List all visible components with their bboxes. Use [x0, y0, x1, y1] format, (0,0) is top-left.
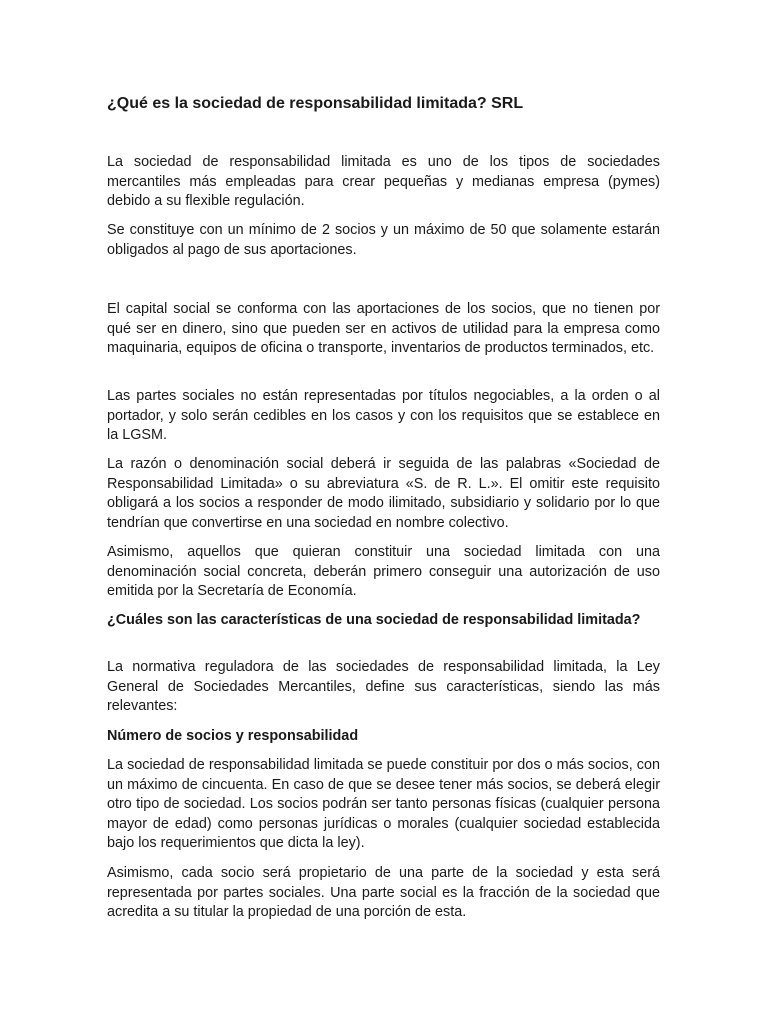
document-title: ¿Qué es la sociedad de responsabilidad limitada? SRL — [107, 95, 524, 112]
paragraph-constitucion-socios: La sociedad de responsabilidad limitada se puede constituir por dos o más socios, con un máximo de cincuenta. En caso de que se desee tener más socios, se deberá elegir otro tipo de sociedad. Los socios podrán ser tanto personas físicas (cualquier persona mayor de edad) como personas jurídicas o morales (cualquier sociedad establecida bajo los requerimientos que dicta la ley). — [107, 757, 660, 852]
paragraph-socios-minimo: Se constituye con un mínimo de 2 socios y un máximo de 50 que solamente estarán obligados al pago de sus aportaciones. — [107, 222, 660, 258]
paragraph-capital-social: El capital social se conforma con las aportaciones de los socios, que no tienen por qué ser en dinero, sino que pueden ser en activos de utilidad para la empresa como maquinaria, equipos de oficina o transporte, inventarios de productos terminados, etc. — [107, 301, 660, 357]
subsection-heading-numero-socios: Número de socios y responsabilidad — [107, 728, 359, 744]
paragraph-partes-sociales: Las partes sociales no están representadas por títulos negociables, a la orden o al portador, y solo serán cedibles en los casos y con los requisitos que se establece en la LGSM. — [107, 388, 660, 444]
paragraph-intro: La sociedad de responsabilidad limitada es uno de los tipos de sociedades mercantiles más empleadas para crear pequeñas y medianas empresa (pymes) debido a su flexible regulación. — [107, 154, 660, 210]
paragraph-razon-social: La razón o denominación social deberá ir seguida de las palabras «Sociedad de Responsabilidad Limitada» o su abreviatura «S. de R. L.». El omitir este requisito obligará a los socios a responder de modo ilimitado, subsidiario y solidario por lo que tendrían que convertirse en una sociedad en nombre colectivo. — [107, 456, 660, 531]
paragraph-normativa: La normativa reguladora de las sociedades de responsabilidad limitada, la Ley General de Sociedades Mercantiles, define sus características, siendo las más relevantes: — [107, 659, 660, 715]
section-heading-caracteristicas: ¿Cuáles son las características de una sociedad de responsabilidad limitada? — [107, 612, 641, 628]
paragraph-propiedad-socio: Asimismo, cada socio será propietario de una parte de la sociedad y esta será representada por partes sociales. Una parte social es la fracción de la sociedad que acredita a su titular la propiedad de una porción de esta. — [107, 865, 660, 921]
paragraph-autorizacion-uso: Asimismo, aquellos que quieran constituir una sociedad limitada con una denominación social concreta, deberán primero conseguir una autorización de uso emitida por la Secretaría de Economía. — [107, 544, 660, 600]
